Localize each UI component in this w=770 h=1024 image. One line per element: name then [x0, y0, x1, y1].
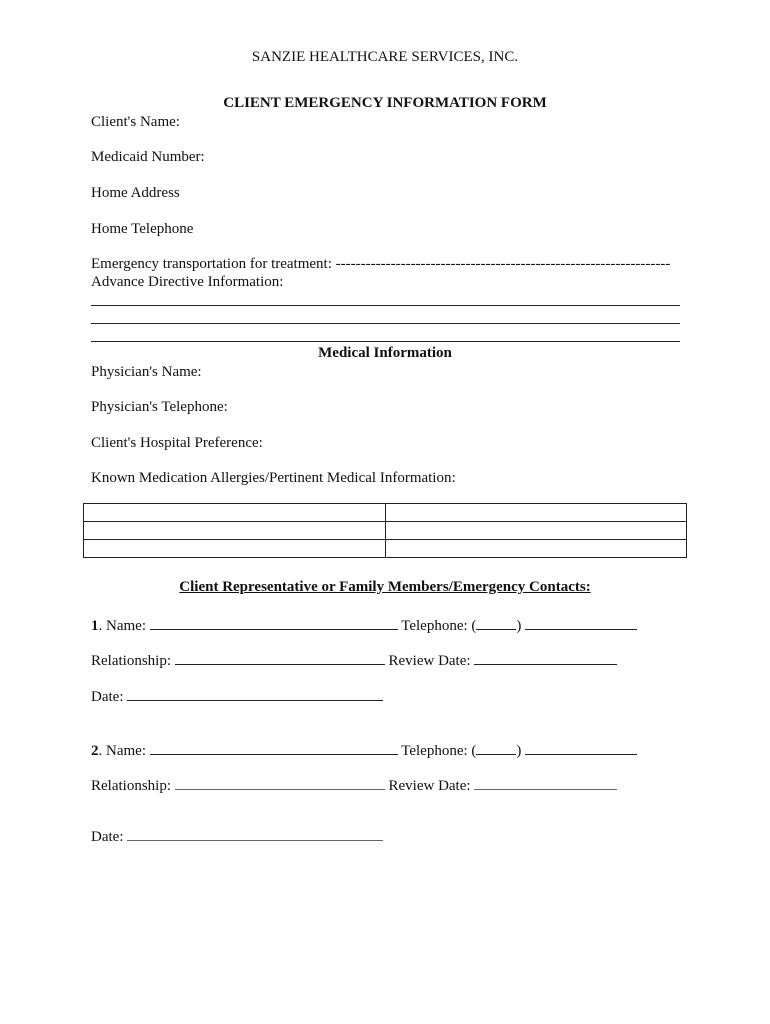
date-label: Date: — [91, 829, 124, 845]
contact-1-telephone-field[interactable] — [525, 615, 637, 630]
physicians-name-label: Physician's Name: — [91, 364, 202, 380]
medical-information-table — [83, 503, 687, 558]
contact-1-name-row — [91, 615, 637, 635]
contact-2-relationship-row — [91, 775, 617, 795]
contact-1-date-field[interactable] — [127, 686, 383, 701]
relationship-label: Relationship: — [91, 653, 171, 669]
contact-2-name-field[interactable] — [150, 740, 398, 755]
date-label: Date: — [91, 689, 124, 705]
contact-1-date-row — [91, 686, 383, 706]
table-cell[interactable] — [84, 540, 386, 558]
contact-2-telephone-field[interactable] — [525, 740, 637, 755]
advance-directive-line-1[interactable] — [91, 305, 680, 306]
contact-1-relationship-field[interactable] — [175, 650, 385, 665]
clients-name-label: Client's Name: — [91, 114, 180, 130]
relationship-label: Relationship: — [91, 778, 171, 794]
review-date-label: Review Date: — [388, 778, 471, 794]
table-cell[interactable] — [385, 522, 687, 540]
contact-2-date-row — [91, 826, 383, 846]
home-telephone-label: Home Telephone — [91, 221, 194, 237]
contact-1-name-field[interactable] — [150, 615, 398, 630]
telephone-close-paren: ) — [516, 743, 522, 759]
emergency-transportation-label: Emergency transportation for treatment: ------------------------------------------------------------------- — [91, 256, 671, 272]
contact-1-area-code-field[interactable] — [476, 615, 516, 630]
physicians-telephone-label: Physician's Telephone: — [91, 399, 228, 415]
name-label: . Name: — [98, 743, 146, 759]
medical-information-heading: Medical Information — [318, 345, 452, 361]
form-title: CLIENT EMERGENCY INFORMATION FORM — [223, 95, 547, 111]
contact-2-area-code-field[interactable] — [476, 740, 516, 755]
table-row — [84, 522, 687, 540]
table-cell[interactable] — [84, 522, 386, 540]
table-row — [84, 504, 687, 522]
contact-1-relationship-row — [91, 650, 617, 670]
contact-2-date-field[interactable] — [127, 826, 383, 841]
allergies-label: Known Medication Allergies/Pertinent Medical Information: — [91, 470, 456, 486]
contact-2-name-row — [91, 740, 637, 760]
contact-2-relationship-field[interactable] — [175, 775, 385, 790]
company-name: SANZIE HEALTHCARE SERVICES, INC. — [251, 49, 519, 65]
contact-2-review-date-field[interactable] — [474, 775, 617, 790]
emergency-contacts-heading: Client Representative or Family Members/Emergency Contacts: — [179, 579, 591, 595]
medicaid-number-label: Medicaid Number: — [91, 149, 205, 165]
advance-directive-line-2[interactable] — [91, 323, 680, 324]
contact-number: 2 — [91, 743, 99, 759]
table-cell[interactable] — [385, 540, 687, 558]
contact-number: 1 — [91, 618, 99, 634]
home-address-label: Home Address — [91, 185, 180, 201]
name-label: . Name: — [98, 618, 146, 634]
advance-directive-line-3[interactable] — [91, 341, 680, 342]
hospital-preference-label: Client's Hospital Preference: — [91, 435, 263, 451]
telephone-label: Telephone: ( — [401, 743, 477, 759]
contact-1-review-date-field[interactable] — [474, 650, 617, 665]
telephone-label: Telephone: ( — [401, 618, 477, 634]
table-cell[interactable] — [84, 504, 386, 522]
table-cell[interactable] — [385, 504, 687, 522]
table-row — [84, 540, 687, 558]
telephone-close-paren: ) — [516, 618, 522, 634]
advance-directive-label: Advance Directive Information: — [91, 274, 284, 290]
review-date-label: Review Date: — [388, 653, 471, 669]
